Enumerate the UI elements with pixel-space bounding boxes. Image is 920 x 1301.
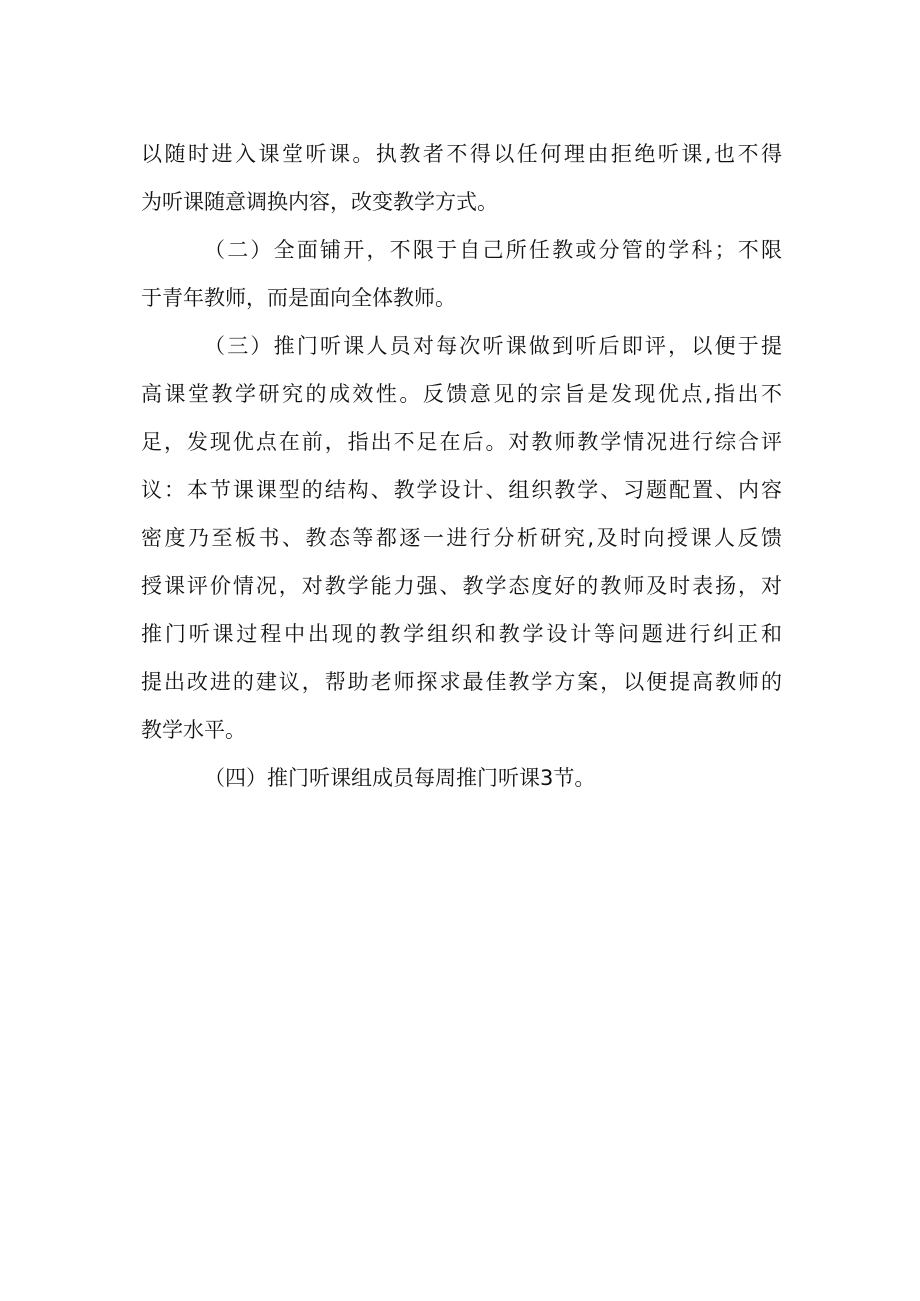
document-body: [141, 130, 782, 802]
text-line: （二）全面铺开，不限于自己所任教或分管的学科；不限: [204, 238, 782, 262]
text-line: 提出改进的建议，帮助老师探求最佳教学方案，以便提高教师的: [141, 670, 782, 694]
text-line: 于青年教师，而是面向全体教师。: [141, 286, 456, 310]
text-line: 以随时进入课堂听课。执教者不得以任何理由拒绝听课,也不得: [141, 142, 782, 166]
paragraph-item-3: [141, 322, 782, 754]
paragraph-item-2: [141, 226, 782, 322]
text-line: 高课堂教学研究的成效性。反馈意见的宗旨是发现优点,指出不: [141, 382, 782, 406]
text-line: 教学水平。: [141, 718, 246, 742]
text-line: （四）推门听课组成员每周推门听课3节。: [204, 766, 596, 790]
text-line: （三）推门听课人员对每次听课做到听后即评，以便于提: [204, 334, 782, 358]
text-line: 授课评价情况，对教学能力强、教学态度好的教师及时表扬，对: [141, 574, 782, 598]
text-line: 议：本节课课型的结构、教学设计、组织教学、习题配置、内容: [141, 478, 782, 502]
text-line: 为听课随意调换内容，改变教学方式。: [141, 190, 498, 214]
paragraph-item-4: [141, 754, 782, 802]
paragraph-continuation: [141, 130, 782, 226]
text-line: 密度乃至板书、教态等都逐一进行分析研究,及时向授课人反馈: [141, 526, 782, 550]
text-line: 推门听课过程中出现的教学组织和教学设计等问题进行纠正和: [141, 622, 782, 646]
text-line: 足，发现优点在前，指出不足在后。对教师教学情况进行综合评: [141, 430, 782, 454]
